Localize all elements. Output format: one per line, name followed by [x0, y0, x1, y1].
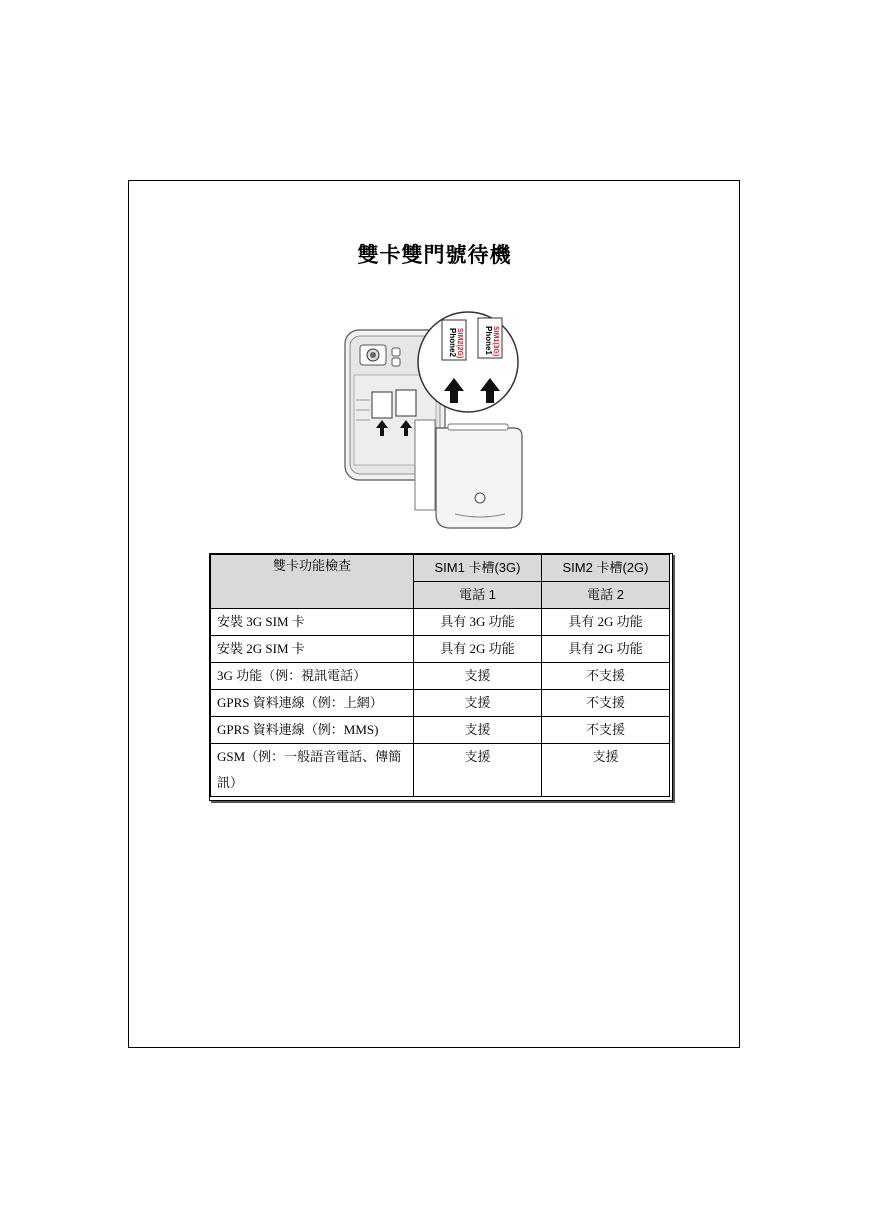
sim1-cell: 具有 3G 功能	[414, 609, 542, 636]
phone1-label: Phone1	[484, 326, 493, 355]
dual-sim-feature-table	[210, 554, 670, 797]
table-row	[211, 717, 670, 744]
sim1-column-subheader: 電話 1	[414, 582, 542, 609]
table-header-row	[211, 555, 670, 582]
sim2-header-line1: SIM2 卡槽(2G)	[562, 560, 649, 575]
corner-header: 雙卡功能檢查	[211, 555, 414, 609]
sim2-cell: 支援	[542, 744, 670, 797]
feature-cell: 安裝 3G SIM 卡	[211, 609, 414, 636]
page-title: 雙卡雙門號待機	[357, 243, 512, 267]
feature-cell: 安裝 2G SIM 卡	[211, 636, 414, 663]
sim2-cell: 不支援	[542, 690, 670, 717]
sim1-cell: 支援	[414, 717, 542, 744]
feature-cell: GPRS 資料連線（例：上網）	[211, 690, 414, 717]
feature-cell: GSM（例：一般語音電話、傳簡訊）	[211, 744, 414, 797]
sim1-cell: 支援	[414, 744, 542, 797]
phone2-label: Phone2	[448, 328, 457, 357]
sim1-cell: 支援	[414, 690, 542, 717]
table-row	[211, 636, 670, 663]
sim1-cell: 具有 2G 功能	[414, 636, 542, 663]
sim1-cell: 支援	[414, 663, 542, 690]
sim1-label: SIM1(3G)	[492, 326, 499, 357]
sim1-column-header	[414, 555, 542, 582]
sim2-cell: 不支援	[542, 717, 670, 744]
feature-cell: 3G 功能（例：視訊電話）	[211, 663, 414, 690]
sim2-cell: 具有 2G 功能	[542, 609, 670, 636]
sim2-column-subheader: 電話 2	[542, 582, 670, 609]
sim1-header-line1: SIM1 卡槽(3G)	[434, 560, 521, 575]
sim2-cell: 不支援	[542, 663, 670, 690]
table-row	[211, 744, 670, 797]
table-row	[211, 690, 670, 717]
feature-cell: GPRS 資料連線（例：MMS)	[211, 717, 414, 744]
sim2-label: SIM2(2G)	[456, 328, 463, 359]
sim2-cell: 具有 2G 功能	[542, 636, 670, 663]
sim2-column-header	[542, 555, 670, 582]
table-row	[211, 609, 670, 636]
table-row	[211, 663, 670, 690]
sim-slot-illustration	[340, 300, 530, 535]
